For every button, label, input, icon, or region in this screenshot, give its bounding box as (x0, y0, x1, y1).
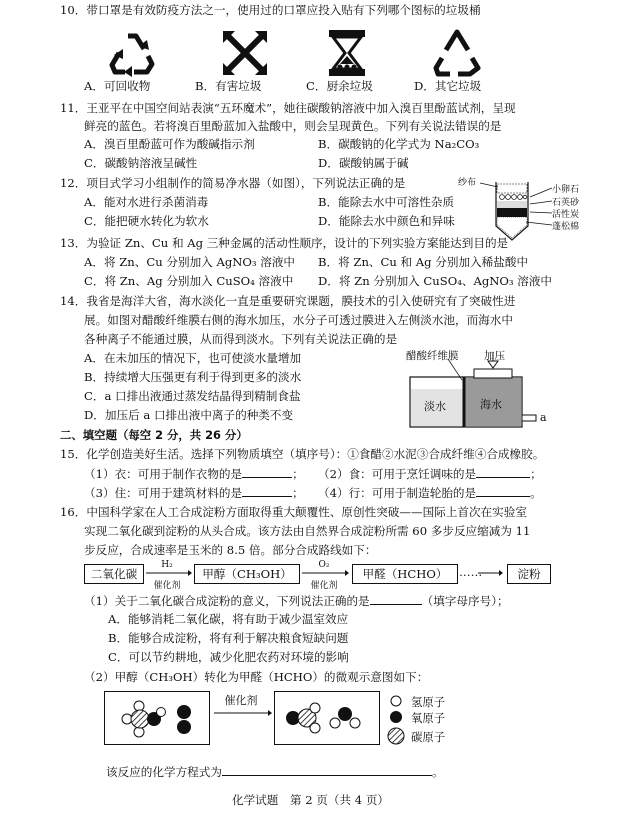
route-methanol-label: 甲醇（CH₃OH） (202, 567, 292, 581)
q10-option-c: C．厨余垃圾 (306, 79, 373, 93)
q16-part2: （2）甲醇（CH₃OH）转化为甲醛（HCHO）的微观示意图如下： (84, 670, 429, 684)
micro-catalyst-label: 催化剂 (224, 694, 258, 707)
q15-part1-sep: ； (292, 467, 304, 481)
q16-line1: 16．中国科学家在人工合成淀粉方面取得重大颠覆性、原创性突破——国际上首次在实验室 (60, 505, 527, 519)
route-arrow2-top: O₂ (318, 560, 330, 570)
q13-option-a: A．将 Zn、Cu 分别加入 AgNO₃ 溶液中 (84, 255, 296, 269)
route-arrow1-top: H₂ (161, 560, 173, 570)
q10-stem: 10．带口罩是有效防疫方法之一，使用过的口罩应投入贴有下列哪个图标的垃圾桶 (60, 3, 481, 17)
q16-equation-blank[interactable] (222, 764, 432, 776)
micro-arrow (212, 708, 274, 718)
recycle-icon (108, 28, 156, 78)
q15-part3-sep: ； (292, 486, 304, 500)
q14-option-d: D．加压后 a 口排出液中离子的种类不变 (84, 408, 294, 422)
q11-option-b: B．碳酸钠的化学式为 Na₂CO₃ (318, 137, 480, 151)
q15-part4-text: （4）行：可用于制造轮胎的是 (318, 486, 477, 500)
q12-option-d: D．能除去水中颜色和异味 (318, 214, 455, 228)
q16-equation-text: 该反应的化学方程式为 (106, 765, 222, 779)
q12-stem: 12．项目式学习小组制作的简易净水器（如图），下列说法正确的是 (60, 176, 406, 190)
q15-part4 (318, 485, 542, 501)
q15-blank-4[interactable] (476, 485, 530, 497)
q11-option-a: A．溴百里酚蓝可作为酸碱指示剂 (84, 137, 255, 151)
route-arrow-1 (144, 568, 192, 578)
q10-option-a: A．可回收物 (84, 79, 151, 93)
q12-option-c: C．能把硬水转化为软水 (84, 214, 209, 228)
label-activated-carbon: 活性炭 (552, 210, 580, 220)
q13-option-c: C．将 Zn、Ag 分别加入 CuSO₄ 溶液中 (84, 274, 294, 288)
q15-part2-text: （2）食：可用于烹饪调味的是 (318, 467, 477, 481)
q11-line2: 鲜亮的蓝色。若将溴百里酚蓝加入盐酸中，则会呈现黄色。下列有关说法错误的是 (84, 119, 502, 133)
q16-equation-end: 。 (431, 765, 444, 779)
route-ellipsis: …… (459, 565, 483, 579)
label-fresh-water: 淡水 (424, 400, 446, 413)
route-box-co2 (84, 564, 144, 584)
q16-part1-option-b: B．能够合成淀粉，将有利于解决粮食短缺问题 (108, 631, 349, 645)
route-box-formaldehyde (352, 564, 458, 584)
q16-line2: 实现二氧化碳到淀粉的从头合成。该方法由自然界合成淀粉所需 60 多步反应缩减为 11 (84, 524, 531, 538)
route-co2-label: 二氧化碳 (90, 567, 138, 581)
q16-part1-option-c: C．可以节约耕地，减少化肥农药对环境的影响 (108, 650, 349, 664)
q13-option-b: B．将 Zn、Cu 和 Ag 分别加入稀盐酸中 (318, 255, 529, 269)
q15-blank-3[interactable] (242, 485, 292, 497)
q10-option-d: D．其它垃圾 (414, 79, 482, 93)
food-waste-icon (327, 28, 367, 78)
q15-part2-sep: ； (530, 467, 542, 481)
product-molecules (275, 692, 379, 744)
route-arrow2-bottom: 催化剂 (310, 581, 338, 591)
q16-part1 (84, 593, 509, 609)
route-box-methanol (194, 564, 300, 584)
route-box-starch (507, 564, 551, 584)
q16-equation (106, 764, 444, 780)
label-pressurize: 加压 (484, 350, 505, 362)
q14-line1: 14．我省是海洋大省，海水淡化一直是重要研究课题，膜技术的引入使研究有了突破性进 (60, 294, 516, 308)
q13-stem: 13．为验证 Zn、Cu 和 Ag 三种金属的活动性顺序，设计的下列实验方案能达到目的是 (60, 236, 509, 250)
legend-hydrogen: 氢原子 (411, 695, 446, 709)
route-arrow1-bottom: 催化剂 (153, 581, 181, 591)
route-arrow-3 (476, 568, 506, 578)
route-arrow-2 (300, 568, 350, 578)
hazardous-waste-icon (222, 30, 268, 76)
q14-option-b: B．持续增大压强更有利于得到更多的淡水 (84, 370, 302, 384)
q15-blank-1[interactable] (242, 466, 292, 478)
q14-option-c: C．a 口排出液通过蒸发结晶得到精制食盐 (84, 389, 301, 403)
q15-part2 (318, 466, 542, 482)
q15-part3-text: （3）住：可用于建筑材料的是 (84, 486, 243, 500)
q15-part1 (84, 466, 304, 482)
q11-option-d: D．碳酸钠属于碱 (318, 156, 409, 170)
label-sea-water: 海水 (480, 398, 502, 411)
label-quartz-sand: 石英砂 (552, 198, 580, 208)
product-box (274, 691, 380, 745)
legend-oxygen: 氧原子 (411, 711, 446, 725)
q15-part1-text: （1）衣：可用于制作衣物的是 (84, 467, 243, 481)
carbon-atom-icon (388, 728, 404, 744)
q10-option-b: B．有害垃圾 (195, 79, 262, 93)
label-cotton: 蓬松棉 (552, 222, 580, 232)
section-2-heading: 二、填空题（每空 2 分，共 26 分） (60, 428, 248, 442)
q14-line2: 展。如图对醋酸纤维膜右侧的海水加压，水分子可透过膜进入左侧淡水池，而海水中 (84, 313, 513, 327)
route-starch-label: 淀粉 (517, 567, 541, 581)
q14-line3: 各种离子不能通过膜，从而得到淡水。下列有关说法正确的是 (84, 332, 398, 346)
reactant-molecules (105, 692, 209, 744)
other-waste-icon (432, 28, 482, 78)
q16-blank-1[interactable] (370, 593, 422, 605)
q16-part1-text: （1）关于二氧化碳合成淀粉的意义，下列说法正确的是 (84, 594, 370, 608)
q16-part1-tail: （填字母序号）； (421, 594, 509, 608)
label-membrane: 醋酸纤维膜 (406, 350, 459, 362)
q13-option-d: D．将 Zn 分别加入 CuSO₄、AgNO₃ 溶液中 (318, 274, 553, 288)
atom-legend-symbols (386, 692, 406, 748)
q14-option-a: A．在未加压的情况下，也可使淡水量增加 (84, 351, 302, 365)
q12-option-b: B．能除去水中可溶性杂质 (318, 195, 455, 209)
q16-line3: 步反应，合成速率是玉米的 8.5 倍。部分合成路线如下： (84, 543, 377, 557)
q15-part4-end: 。 (530, 486, 542, 500)
q15-line1: 15．化学创造美好生活。选择下列物质填空（填序号）：①食醋②水泥③合成纤维④合成橡胶。 (60, 447, 545, 461)
q15-part3 (84, 485, 304, 501)
oxygen-atom-icon (390, 711, 402, 723)
q16-part1-option-a: A．能够消耗二氧化碳，将有助于减少温室效应 (108, 612, 349, 626)
label-gauze: 纱布 (458, 178, 477, 188)
reactant-box (104, 691, 210, 745)
hydrogen-atom-icon (391, 696, 401, 706)
label-pebbles: 小卵石 (552, 185, 580, 195)
page-footer: 化学试题 第 2 页（共 4 页） (231, 793, 390, 807)
q11-option-c: C．碳酸钠溶液呈碱性 (84, 156, 198, 170)
legend-carbon: 碳原子 (411, 730, 446, 744)
q15-blank-2[interactable] (476, 466, 530, 478)
desalination-diagram (404, 347, 560, 437)
route-formaldehyde-label: 甲醛（HCHO） (362, 567, 448, 581)
q11-line1: 11．王亚平在中国空间站表演“五环魔术”，她往碳酸钠溶液中加入溴百里酚蓝试剂，呈现 (60, 101, 516, 115)
label-outlet-a: a (540, 411, 547, 424)
q12-option-a: A．能对水进行杀菌消毒 (84, 195, 209, 209)
